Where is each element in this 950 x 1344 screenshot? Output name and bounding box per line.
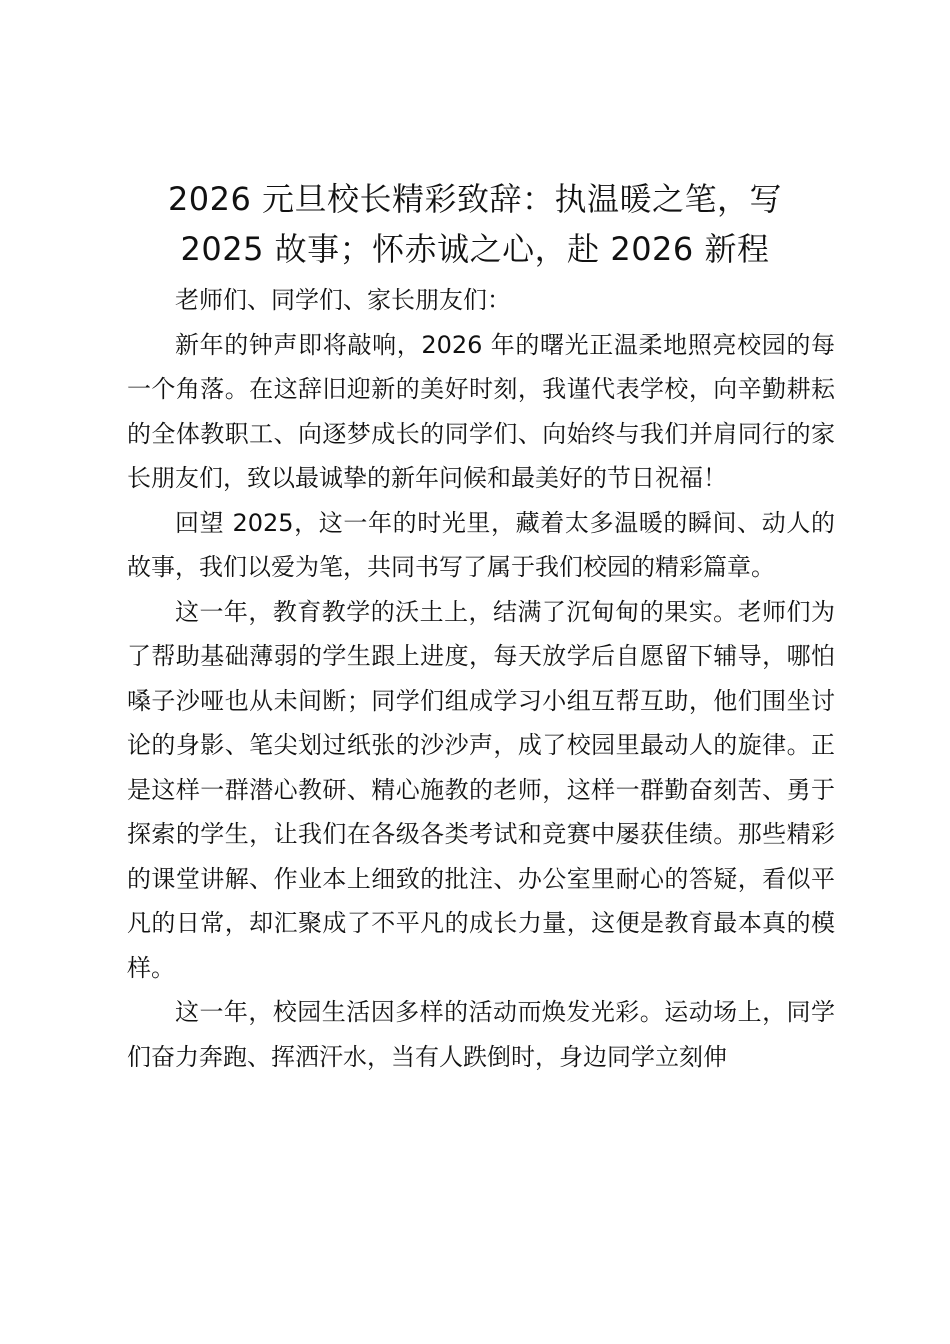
title-line-1: 2026 元旦校长精彩致辞：执温暖之笔，写 bbox=[167, 180, 783, 218]
paragraph-review: 回望 2025，这一年的时光里，藏着太多温暖的瞬间、动人的故事，我们以爱为笔，共同书写了属于我们校园的精彩篇章。 bbox=[127, 508, 835, 581]
paragraph-greeting: 新年的钟声即将敲响，2026 年的曙光正温柔地照亮校园的每一个角落。在这辞旧迎新的美好时刻，我谨代表学校，向辛勤耕耘的全体教职工、向逐梦成长的同学们、向始终与我们并肩同行的家长朋友们，致以最诚挚的新年问候和最美好的节日祝福！ bbox=[127, 330, 835, 492]
paragraph-campus-life: 这一年，校园生活因多样的活动而焕发光彩。运动场上，同学们奋力奔跑、挥洒汗水，当有人跌倒时，身边同学立刻伸 bbox=[127, 998, 835, 1071]
paragraph-teaching: 这一年，教育教学的沃土上，结满了沉甸甸的果实。老师们为了帮助基础薄弱的学生跟上进度，每天放学后自愿留下辅导，哪怕嗓子沙哑也从未间断；同学们组成学习小组互帮互助，他们围坐讨论的身影、笔尖划过纸张的沙沙声，成了校园里最动人的旋律。正是这样一群潜心教研、精心施教的老师，这样一群勤奋刻苦、勇于探索的学生，让我们在各级各类考试和竞赛中屡获佳绩。那些精彩的课堂讲解、作业本上细致的批注、办公室里耐心的答疑，看似平凡的日常，却汇聚成了不平凡的成长力量，这便是教育最本真的模样。 bbox=[127, 597, 835, 982]
document-title bbox=[120, 174, 830, 274]
title-line-2: 2025 故事；怀赤诚之心，赴 2026 新程 bbox=[180, 230, 770, 268]
document-body bbox=[127, 278, 835, 1079]
salutation: 老师们、同学们、家长朋友们： bbox=[175, 286, 511, 314]
